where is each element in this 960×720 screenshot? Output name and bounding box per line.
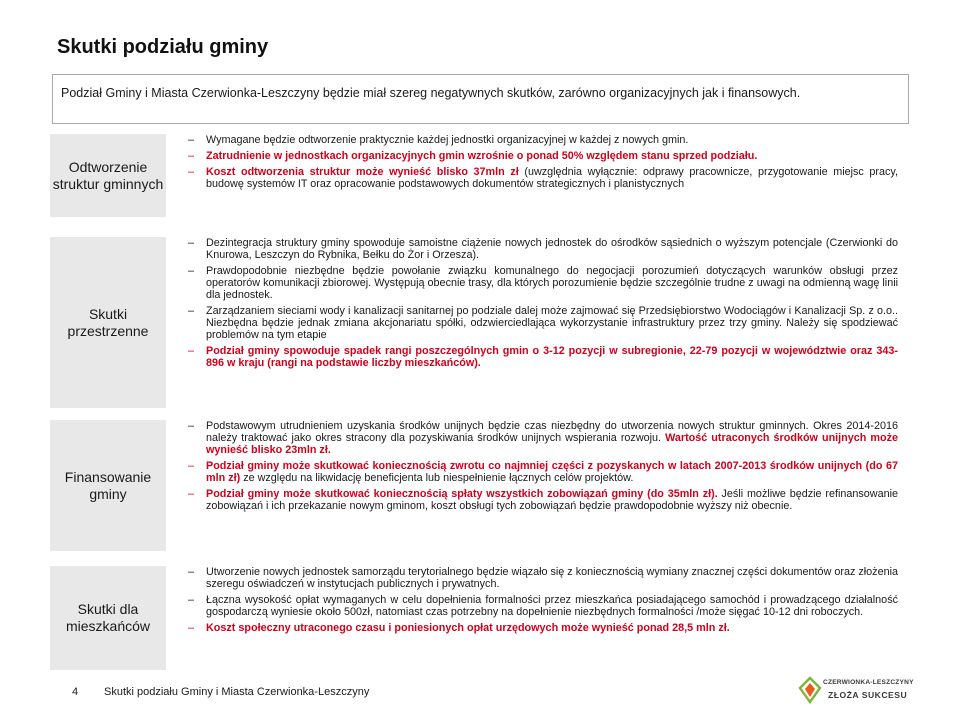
section-label-structures	[50, 134, 166, 217]
item-text: Łączna wysokość opłat wymaganych w celu dopełnienia formalności przez mieszkańca posiadającego samochód i prowadzącego działalność gospodarczą wyniesie około 500zł, natomiast czas potrzebny na dopełnienie niezbędnych formalności /może sięgać 10-12 dni roboczych.	[206, 594, 898, 618]
list-item	[186, 345, 898, 369]
list-item	[186, 265, 898, 301]
list-item	[186, 488, 898, 512]
list-item	[186, 150, 898, 162]
section-list-structures	[186, 134, 898, 194]
section-label-text: Skutki przestrzenne	[67, 305, 149, 339]
list-item	[186, 594, 898, 618]
section-label-spatial	[50, 237, 166, 408]
section-list-financing	[186, 420, 898, 516]
list-item	[186, 420, 898, 456]
page-number: 4	[72, 686, 79, 698]
item-highlight: Podział gminy może skutkować koniecznością spłaty wszystkich zobowiązań gminy (do 35mln zł).	[206, 488, 718, 500]
section-label-financing	[50, 420, 166, 551]
item-highlight: Wartość utraconych środków unijnych może wynieść blisko 23mln zł.	[206, 432, 898, 456]
item-text: Utworzenie nowych jednostek samorządu terytorialnego będzie wiązało się z koniecznością wymiany znacznej części dokumentów oraz złożenia szeregu oświadczeń w instytucjach publicznych i prywatnych.	[206, 566, 898, 590]
section-list-residents	[186, 566, 898, 638]
item-text: Jeśli możliwe będzie refinansowanie zobowiązań i ich przekazanie nowym gminom, koszt obsługi tych zobowiązań będzie prawdopodobnie wyższy niż obecnie.	[206, 488, 899, 512]
section-label-text: Odtworzenie struktur gminnych	[52, 158, 164, 192]
section-label-text: Skutki dla mieszkańców	[65, 601, 151, 634]
item-highlight: Zatrudnienie w jednostkach organizacyjnych gmin wzrośnie o ponad 50% względem stanu sprzed podziału.	[206, 150, 758, 162]
list-item	[186, 622, 898, 634]
item-highlight: Koszt odtworzenia struktur może wynieść blisko 37mln zł	[206, 166, 519, 178]
list-item	[186, 166, 898, 190]
list-item	[186, 134, 898, 146]
intro-box: Podział Gminy i Miasta Czerwionka-Leszczyny będzie miał szereg negatywnych skutków, zarówno organizacyjnych jak i finansowych.	[52, 74, 909, 124]
item-text: Wymagane będzie odtworzenie praktycznie każdej jednostki organizacyjnej w każdej z nowych gmin.	[206, 134, 689, 146]
logo	[796, 674, 916, 706]
item-highlight: Podział gminy może skutkować koniecznością zwrotu co najmniej części z pozyskanych w latach 2007-2013 środków unijnych (do 67 mln zł)	[206, 460, 898, 484]
item-text: ze względu na likwidację beneficjenta lub niespełnienie łącznych celów projektów.	[240, 472, 634, 484]
logo-mark-icon	[796, 674, 824, 706]
page-title: Skutki podziału gminy	[57, 36, 269, 58]
footer-text: Skutki podziału Gminy i Miasta Czerwionka-Leszczyny	[104, 686, 370, 698]
item-text: Prawdopodobnie niezbędne będzie powołanie związku komunalnego do negocjacji porozumień dotyczących warunków obsługi przez operatorów komunikacji zbiorowej. Występują obecnie trasy, dla których porozumienie będzie szczególnie trudne z uwagi na odmienną wagę linii dla jednostek.	[206, 265, 898, 301]
item-text: Podstawowym utrudnieniem uzyskania środków unijnych będzie czas niezbędny do utworzenia nowych struktur gminnych. Okres 2014-2016 należy traktować jako okres stracony dla pozyskiwania środków unijnych wspierania rozwoju.	[206, 420, 898, 444]
logo-text-slogan: ZŁOŻA SUKCESU	[828, 690, 908, 700]
item-highlight: Podział gminy spowoduje spadek rangi poszczególnych gmin o 3-12 pozycji w subregionie, 22-79 pozycji w województwie oraz 343-896 w kraju (rangi na podstawie liczby mieszkańców).	[206, 345, 898, 369]
item-text: Dezintegracja struktury gminy spowoduje samoistne ciążenie nowych jednostek do ośrodków sąsiednich o wyższym potencjale (Czerwionki do Knurowa, Leszczyn do Rybnika, Bełku do Żor i Orzesza).	[206, 237, 898, 261]
section-label-text: Finansowanie gminy	[64, 468, 152, 502]
list-item	[186, 237, 898, 261]
list-item	[186, 460, 898, 484]
section-list-spatial	[186, 237, 898, 373]
logo-text-city: CZERWIONKA-LESZCZYNY	[823, 679, 914, 686]
section-label-residents	[50, 566, 166, 670]
list-item	[186, 566, 898, 590]
list-item	[186, 305, 898, 341]
item-highlight: Koszt społeczny utraconego czasu i poniesionych opłat urzędowych może wynieść ponad 28,5 mln zł.	[206, 622, 730, 634]
item-text: (uwzględnia wyłącznie: odprawy pracownicze, przygotowanie miejsc pracy, budowę systemów IT oraz opracowanie podstawowych dokumentów strategicznych i planistycznych	[206, 166, 898, 190]
item-text: Zarządzaniem sieciami wody i kanalizacji sanitarnej po podziale dalej może zajmować się Przedsiębiorstwo Wodociągów i Kanalizacji Sp. z o.o.. Niezbędna będzie jednak zmiana akcjonariatu spółki, odzwierciedlająca wykorzystanie infrastruktury przez trzy gminy. Należy się spodziewać problemów na tym etapie	[206, 305, 898, 341]
